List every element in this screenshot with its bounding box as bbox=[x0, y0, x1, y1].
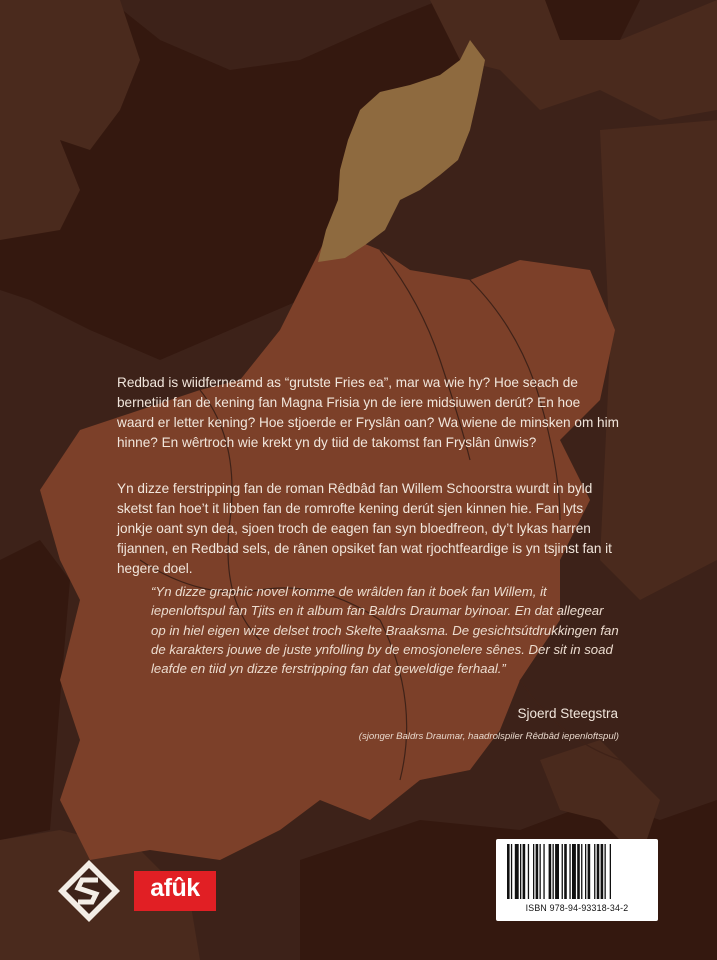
synopsis-paragraph-1: Redbad is wiidferneamd as “grutste Fries ea”, mar wa wie hy? Hoe seach de bernetiid fan de kening fan Magna Frisia yn de iere midsiuwen derút? En hoe waard er letter kening? Hoe stjoerde er Fryslân oan? Wa wiene de minsken om him hinne? En wêrtroch wie krekt yn dy tiid de takomst fan Fryslân ûnwis? bbox=[117, 375, 619, 450]
barcode-icon bbox=[507, 844, 647, 899]
synopsis-paragraph-2: Yn dizze ferstripping fan de roman Rêdbâd fan Willem Schoorstra wurdt in byld sketst fan hoe’t it libben fan de romrofte kening derút sjen kinnen hie. Fan lyts jonkje oant syn dea, sjoen troch de eagen fan syn bloedfreon, dy’t lykas harren fijannen, en Redbad sels, de rânen opsiket fan wat rjochtfeardige is yn tsjinst fan it hegere doel. bbox=[117, 481, 612, 576]
afuk-logo-text: afûk bbox=[150, 874, 200, 902]
quote-author-role: (sjonger Baldrs Draumar, haadrolspiler Rêdbâd iepenloftspul) bbox=[358, 731, 619, 742]
isbn-number: ISBN 978-94-93318-34-2 bbox=[525, 903, 629, 913]
afuk-logo bbox=[134, 871, 216, 911]
barcode bbox=[496, 839, 658, 921]
publisher-logo-icon bbox=[56, 858, 122, 924]
quote-author: Sjoerd Steegstra bbox=[517, 706, 618, 721]
review-quote: “Yn dizze graphic novel komme de wrâlden fan it boek fan Willem, it iepenloftspul fan Tjits en it album fan Baldrs Draumar byinoar. En dat allegear op in hiel eigen wize delset troch Skelte Braaksma. De gesichtsútdrukkingen fan de karakters jouwe de juste ynfolling by de emosjonelere sênes. Der sit in soad leafde en tiid yn dizze ferstripping fan dat geweldige ferhaal.” bbox=[151, 584, 619, 677]
